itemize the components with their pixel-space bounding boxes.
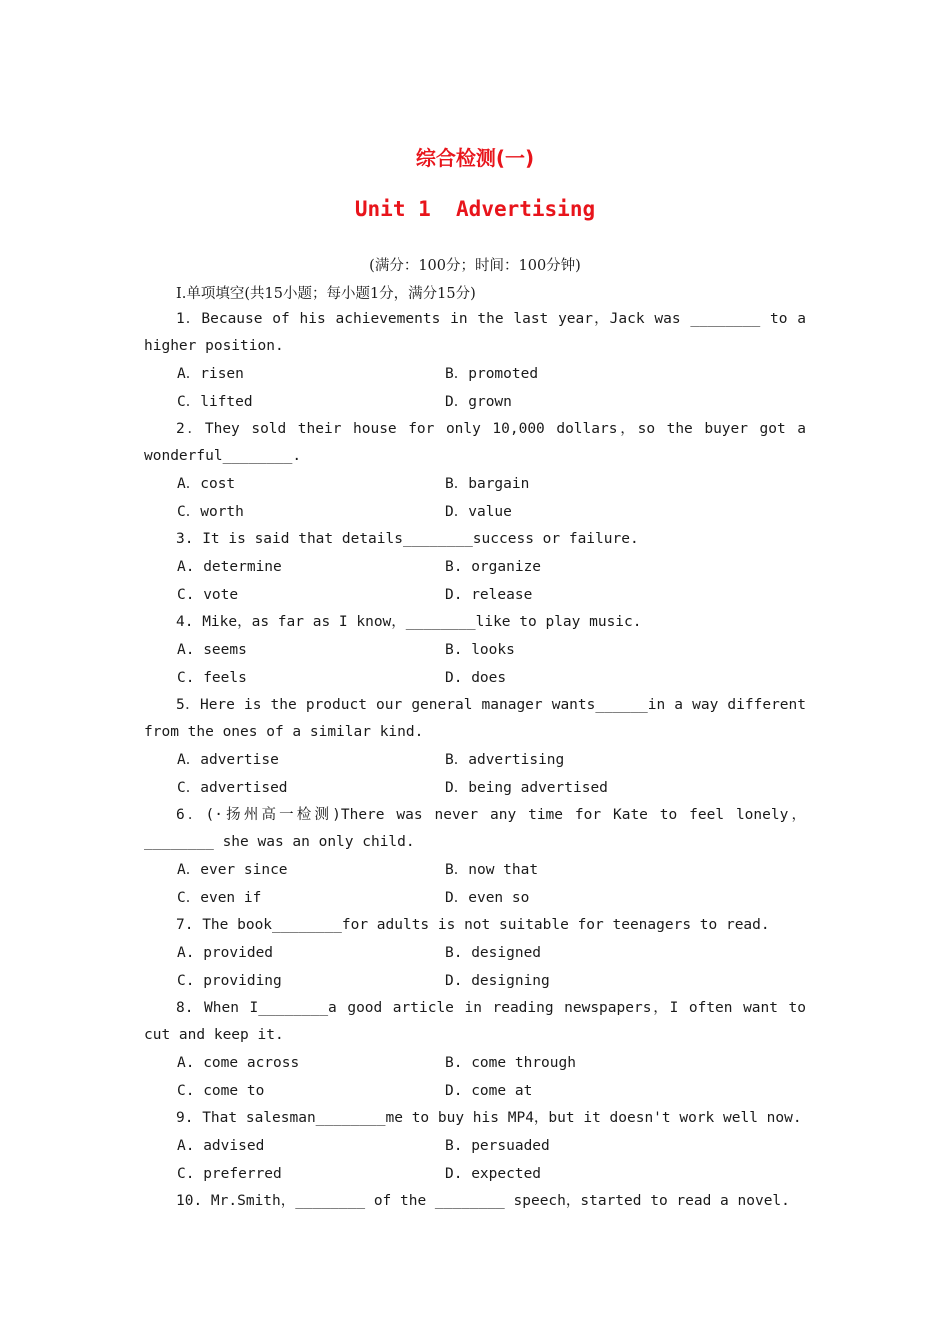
option-a: A．risen bbox=[177, 366, 244, 382]
section-heading: I.单项填空(共15小题；每小题1分，满分15分) bbox=[176, 286, 476, 302]
option-c: C．even if bbox=[177, 890, 262, 906]
option-b: B．now that bbox=[445, 862, 539, 878]
option-a: A. provided bbox=[177, 945, 274, 961]
option-d: D. release bbox=[445, 587, 533, 603]
option-c: C. feels bbox=[177, 670, 247, 686]
question-list bbox=[144, 306, 806, 1215]
question bbox=[144, 1105, 806, 1188]
option-d: D. expected bbox=[445, 1166, 542, 1182]
option-b: B. looks bbox=[445, 642, 515, 658]
unit-title: Unit 1 Advertising bbox=[354, 197, 596, 221]
option-a: A．cost bbox=[177, 476, 236, 492]
page-title: 综合检测(一) bbox=[415, 146, 535, 170]
option-a: A. seems bbox=[177, 642, 247, 658]
option-c: C. vote bbox=[177, 587, 239, 603]
option-b: B. designed bbox=[445, 945, 542, 961]
question-stem: 9. That salesman________me to buy his MP4，but it doesn't work well now. bbox=[176, 1110, 802, 1126]
option-c: C. providing bbox=[177, 973, 282, 989]
option-a: A. determine bbox=[177, 559, 282, 575]
question-stem: 1．Because of his achievements in the last year，Jack was ________ to a higher position. bbox=[144, 311, 806, 354]
question-stem: 2．They sold their house for only 10,000 dollars，so the buyer got a wonderful________. bbox=[144, 421, 806, 464]
option-a: A. come across bbox=[177, 1055, 300, 1071]
question-stem: 3. It is said that details________success or failure. bbox=[176, 531, 639, 547]
option-b: B．promoted bbox=[445, 366, 539, 382]
option-b: B. come through bbox=[445, 1055, 576, 1071]
option-d: D. does bbox=[445, 670, 507, 686]
option-a: A．advertise bbox=[177, 752, 279, 768]
question-stem: 6．(·扬州高一检测)There was never any time for Kate to feel lonely，________ she was an only child. bbox=[144, 807, 806, 850]
option-d: D．value bbox=[445, 504, 512, 520]
question bbox=[144, 416, 806, 526]
option-b: B．advertising bbox=[445, 752, 565, 768]
question bbox=[144, 802, 806, 912]
option-c: C. come to bbox=[177, 1083, 265, 1099]
option-a: A．ever since bbox=[177, 862, 288, 878]
question bbox=[144, 306, 806, 416]
question bbox=[144, 995, 806, 1105]
option-b: B．bargain bbox=[445, 476, 530, 492]
question bbox=[144, 1188, 806, 1215]
option-d: D. come at bbox=[445, 1083, 533, 1099]
option-b: B. organize bbox=[445, 559, 542, 575]
option-d: D. designing bbox=[445, 973, 550, 989]
option-a: A. advised bbox=[177, 1138, 265, 1154]
option-d: D．grown bbox=[445, 394, 512, 410]
score-time-info: (满分：100分；时间：100分钟) bbox=[369, 258, 581, 274]
option-c: C. preferred bbox=[177, 1166, 282, 1182]
question-stem: 8. When I________a good article in reading newspapers，I often want to cut and keep it. bbox=[144, 1000, 806, 1043]
question bbox=[144, 526, 806, 609]
question-stem: 7. The book________for adults is not suitable for teenagers to read. bbox=[176, 917, 770, 933]
question-stem: 5．Here is the product our general manager wants______in a way different from the ones of a similar kind. bbox=[144, 697, 806, 740]
question-stem: 10. Mr.Smith，________ of the ________ speech，started to read a novel. bbox=[176, 1193, 790, 1209]
option-d: D．even so bbox=[445, 890, 530, 906]
option-c: C．worth bbox=[177, 504, 244, 520]
option-c: C．lifted bbox=[177, 394, 253, 410]
option-b: B. persuaded bbox=[445, 1138, 550, 1154]
option-c: C．advertised bbox=[177, 780, 288, 796]
question-stem: 4. Mike，as far as I know，________like to play music. bbox=[176, 614, 642, 630]
option-d: D．being advertised bbox=[445, 780, 608, 796]
question bbox=[144, 912, 806, 995]
question bbox=[144, 609, 806, 692]
question bbox=[144, 692, 806, 802]
